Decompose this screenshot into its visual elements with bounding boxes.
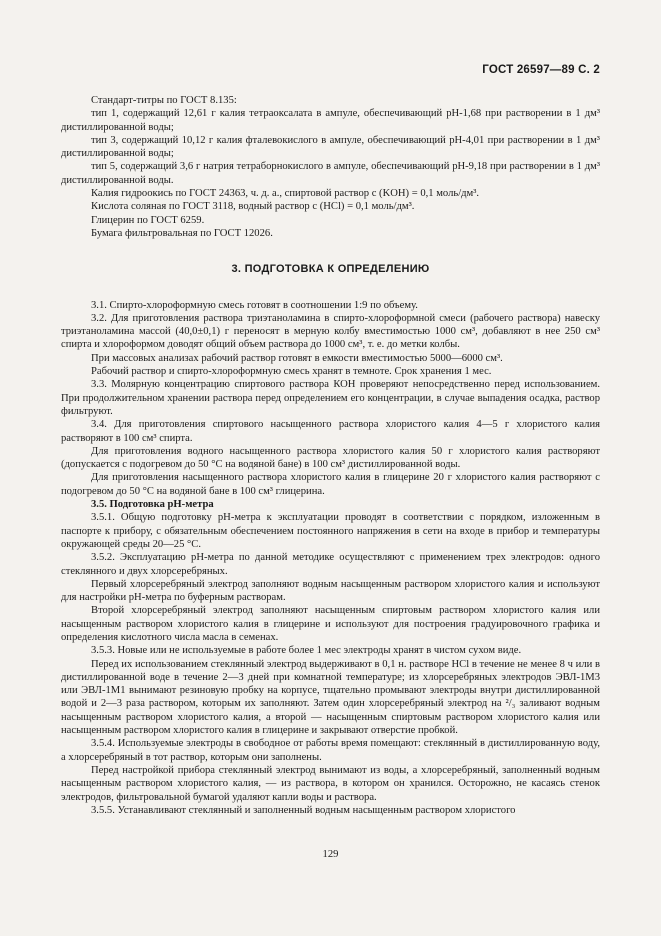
paragraph: 3.4. Для приготовления спиртового насыщенного раствора хлористого калия 4—5 г хлористого калия растворяют в 100 см³ спирта. — [61, 419, 600, 444]
paragraph: 3.5.2. Эксплуатацию рН-метра по данной методике осуществляют с применением трех электродов: одного стеклянного и двух хлорсеребряных. — [61, 552, 600, 577]
materials-paragraph: тип 3, содержащий 10,12 г калия фталевокислого в ампуле, обеспечивающий рН-4,01 при растворении в 1 дм³ дистиллированной воды; — [61, 134, 600, 160]
paragraph: Перед их использованием стеклянный электрод выдерживают в 0,1 н. растворе HCl в течение не менее 8 ч или в дистиллированной воде в течение 2—3 дней при комнатной температуре; из хлорсеребряных электродов ЭВЛ-1М3 или ЭВЛ-1М1 вынимают резиновую пробку на корпусе, тщательно промывают электроды внутри дистиллированной водой и 2—3 раза раствором, которым их заполняют. Затем один хлорсеребряный электрод на ²/₃ заливают водным насыщенным раствором хлористого калия, а второй — насыщенным спиртовым раствором хлористого калия или насыщенным раствором хлористого калия в глицерине и закрывают отверстие пробкой. — [61, 658, 600, 737]
paragraph: 3.5.1. Общую подготовку рН-метра к эксплуатации проводят в соответствии с порядком, изложенным в паспорте к прибору, с обязательным обеспечением постоянного напряжения в сети на входе в прибор и температуры окружающей среды 20—25 °С. — [61, 512, 600, 550]
paragraph: 3.2. Для приготовления раствора триэтаноламина в спирто-хлороформной смеси (рабочего раствора) навеску триэтаноламина массой (40,0±0,1) г переносят в мерную колбу вместимостью 1000 см³, добавляют в нее 250 см³ спирта и хлороформом доводят общий объем раствора до 1000 см³, т. е. до метки колбы. — [61, 312, 600, 351]
page-content — [61, 94, 600, 817]
preparation-section — [61, 299, 600, 498]
section-title: 3. ПОДГОТОВКА К ОПРЕДЕЛЕНИЮ — [231, 263, 430, 276]
materials-list — [61, 94, 600, 240]
paragraph: 3.5.5. Устанавливают стеклянный и заполненный водным насыщенным раствором хлористого — [91, 804, 516, 816]
paragraph: Первый хлорсеребряный электрод заполняют водным насыщенным раствором хлористого калия и используют для настройки рН-метра по буферным растворам. — [61, 578, 600, 604]
paragraph: 3.3. Молярную концентрацию спиртового раствора КОН проверяют непосредственно перед использованием. При продолжительном хранении раствора перед определением его концентрации, в случае выпадения осадка, раствор фильтруют. — [61, 379, 600, 417]
materials-paragraph: Калия гидроокись по ГОСТ 24363, ч. д. а., спиртовой раствор c (KOH) = 0,1 моль/дм³. — [91, 188, 480, 200]
paragraph: При массовых анализах рабочий раствор готовят в емкости вместимостью 5000—6000 см³. — [91, 352, 503, 364]
materials-paragraph: Стандарт-титры по ГОСТ 8.135: — [91, 95, 237, 106]
paragraph: Для приготовления водного насыщенного раствора хлористого калия 50 г хлористого калия растворяют (допускается с подогревом до 50 °С на водяной бане) в 100 см³ дистиллированной воды. — [61, 445, 600, 471]
materials-paragraph: Глицерин по ГОСТ 6259. — [91, 214, 205, 226]
paragraph: Для приготовления насыщенного раствора хлористого калия в глицерине 20 г хлористого калия растворяют с подогревом до 50 °С на водяной бане в 100 см³ глицерина. — [61, 472, 600, 497]
page-number: 129 — [322, 849, 339, 860]
paragraph: Второй хлорсеребряный электрод заполняют насыщенным спиртовым раствором хлористого калия или насыщенным раствором хлористого калия в глицерине и используют для построения градуировочного графика и определения кислотного числа масла в семенах. — [61, 605, 600, 643]
paragraph: 3.5.4. Используемые электроды в свободное от работы время помещают: стеклянный в дистиллированную воду, а хлорсеребряный в тот раствор, которым они заполнены. — [61, 738, 600, 763]
materials-paragraph: тип 5, содержащий 3,6 г натрия тетраборнокислого в ампуле, обеспечивающий рН-9,18 при растворении в 1 дм³ дистиллированной воды. — [61, 161, 600, 186]
subsection-title: 3.5. Подготовка рН-метра — [91, 499, 214, 511]
paragraph: Перед настройкой прибора стеклянный электрод вынимают из воды, а хлорсеребряный, заполненный водным насыщенным раствором хлористого калия, — из раствора, в котором он хранился. Осторожно, не касаясь стенок электродов, фильтровальной бумагой удаляют капли воды и раствора. — [61, 764, 600, 803]
paragraph: 3.5.3. Новые или не используемые в работе более 1 мес электроды хранят в чистом сухом виде. — [91, 645, 522, 657]
paragraph: Рабочий раствор и спирто-хлороформную смесь хранят в темноте. Срок хранения 1 мес. — [91, 366, 492, 378]
materials-paragraph: тип 1, содержащий 12,61 г калия тетраоксалата в ампуле, обеспечивающий рН-1,68 при растворении в 1 дм³ дистиллированной воды; — [61, 108, 600, 133]
page-header: ГОСТ 26597—89 С. 2 — [482, 64, 600, 76]
materials-paragraph: Кислота соляная по ГОСТ 3118, водный раствор c (HCl) = 0,1 моль/дм³. — [91, 201, 415, 213]
materials-paragraph: Бумага фильтровальная по ГОСТ 12026. — [91, 227, 273, 239]
ph-meter-section — [61, 511, 600, 817]
paragraph: 3.1. Спирто-хлороформную смесь готовят в соотношении 1:9 по объему. — [91, 299, 418, 311]
